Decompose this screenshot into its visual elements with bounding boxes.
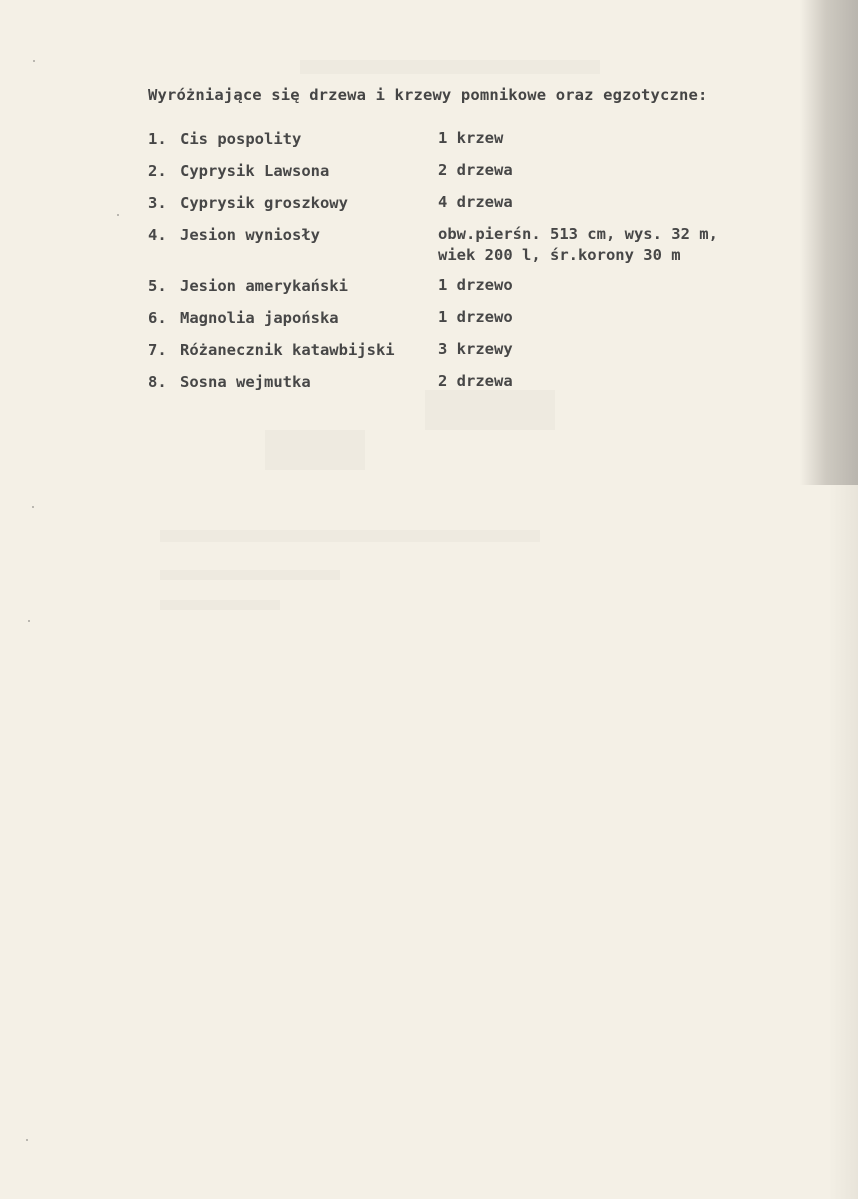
item-name: Cyprysik Lawsona bbox=[180, 162, 330, 180]
list-item bbox=[148, 162, 329, 180]
item-number: 7. bbox=[148, 341, 167, 359]
item-quantity-line2: wiek 200 l, śr.korony 30 m bbox=[438, 246, 681, 264]
item-quantity: 2 drzewa bbox=[438, 161, 513, 179]
item-name: Cis pospolity bbox=[180, 130, 302, 148]
item-number: 5. bbox=[148, 277, 167, 295]
item-name: Cyprysik groszkowy bbox=[180, 194, 348, 212]
scan-edge-shadow-lower bbox=[828, 485, 858, 1199]
show-through-mark bbox=[425, 390, 555, 430]
scan-speck bbox=[26, 1139, 28, 1141]
show-through-mark bbox=[160, 570, 340, 580]
list-item bbox=[148, 309, 339, 327]
list-item bbox=[148, 130, 301, 148]
scan-speck bbox=[32, 506, 34, 508]
item-quantity: 3 krzewy bbox=[438, 340, 513, 358]
item-name: Jesion amerykański bbox=[180, 277, 348, 295]
scan-edge-shadow bbox=[800, 0, 858, 485]
scan-speck bbox=[33, 60, 35, 62]
item-name: Jesion wyniosły bbox=[180, 226, 320, 244]
item-quantity: 1 drzewo bbox=[438, 276, 513, 294]
item-quantity: 4 drzewa bbox=[438, 193, 513, 211]
show-through-mark bbox=[300, 60, 600, 74]
show-through-mark bbox=[160, 530, 540, 542]
document-heading: Wyróżniające się drzewa i krzewy pomnikowe oraz egzotyczne: bbox=[148, 86, 708, 104]
scan-speck bbox=[117, 214, 119, 216]
item-name: Magnolia japońska bbox=[180, 309, 339, 327]
show-through-mark bbox=[160, 600, 280, 610]
list-item bbox=[148, 194, 348, 212]
list-item bbox=[148, 341, 395, 359]
item-number: 8. bbox=[148, 373, 167, 391]
item-quantity: 1 krzew bbox=[438, 129, 504, 147]
item-quantity: 2 drzewa bbox=[438, 372, 513, 390]
item-quantity: obw.pierśn. 513 cm, wys. 32 m, bbox=[438, 225, 718, 243]
list-item bbox=[148, 277, 348, 295]
show-through-mark bbox=[265, 430, 365, 470]
item-name: Sosna wejmutka bbox=[180, 373, 311, 391]
item-number: 6. bbox=[148, 309, 167, 327]
item-number: 3. bbox=[148, 194, 167, 212]
scan-speck bbox=[28, 620, 30, 622]
item-quantity: 1 drzewo bbox=[438, 308, 513, 326]
item-number: 1. bbox=[148, 130, 167, 148]
list-item bbox=[148, 226, 320, 244]
item-number: 2. bbox=[148, 162, 167, 180]
list-item bbox=[148, 373, 311, 391]
item-name: Różanecznik katawbijski bbox=[180, 341, 395, 359]
item-number: 4. bbox=[148, 226, 167, 244]
